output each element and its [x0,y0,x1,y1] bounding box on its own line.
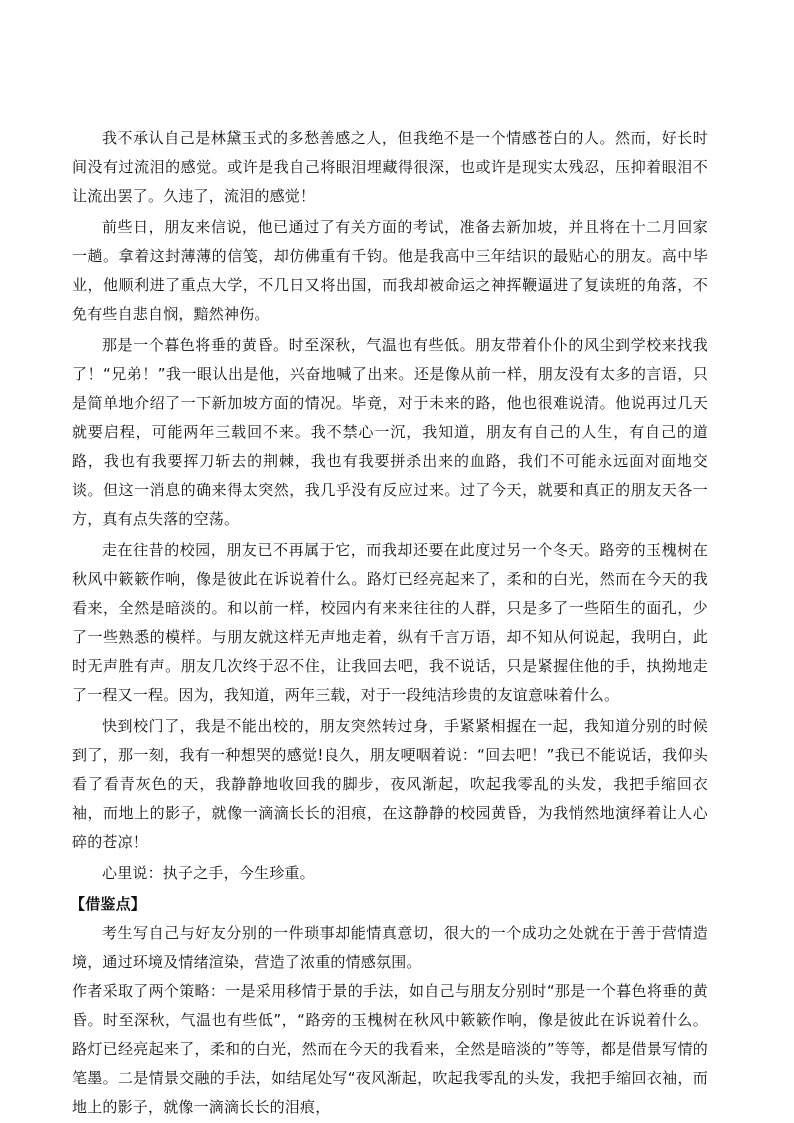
article-paragraph-5: 快到校门了，我是不能出校的，朋友突然转过身，手紧紧相握在一起，我知道分别的时候到了，那一刻，我有一种想哭的感觉!良久，朋友哽咽着说：“回去吧！”我已不能说话，我仰头看了看青灰色的天，我静静地收回我的脚步，夜风渐起，吹起我零乱的头发，我把手缩回衣袖，而地上的影子，就像一滴滴长长的泪痕，在这静静的校园黄昏，为我悄然地演绎着让人心碎的苍凉！ [72,717,708,851]
commentary-paragraph-1: 考生写自己与好友分别的一件琐事却能情真意切，很大的一个成功之处就在于善于营情造境，通过环境及情绪渲染，营造了浓重的情感氛围。 [72,924,708,971]
article-paragraph-1: 我不承认自己是林黛玉式的多愁善感之人，但我绝不是一个情感苍白的人。然而，好长时间没有过流泪的感觉。或许是我自己将眼泪埋藏得很深，也或许是现实太残忍，压抑着眼泪不让流出罢了。久违了，流泪的感觉！ [72,129,708,205]
article-paragraph-4: 走在往昔的校园，朋友已不再属于它，而我却还要在此度过另一个冬天。路旁的玉槐树在秋风中簌簌作响，像是彼此在诉说着什么。路灯已经亮起来了，柔和的白光，然而在今天的我看来，全然是暗淡的。和以前一样，校园内有来来往往的人群，只是多了一些陌生的面孔，少了一些熟悉的模样。与朋友就这样无声地走着，纵有千言万语，却不知从何说起，我明白，此时无声胜有声。朋友几次终于忍不住，让我回去吧，我不说话，只是紧握住他的手，执拗地走了一程又一程。因为，我知道，两年三载，对于一段纯洁珍贵的友谊意味着什么。 [72,541,708,704]
commentary-paragraph-2: 作者采取了两个策略：一是采用移情于景的手法，如自己与朋友分别时“那是一个暮色将垂的黄昏。时至深秋，气温也有些低”，“路旁的玉槐树在秋风中簌簌作响，像是彼此在诉说着什么。路灯已经亮起来了，柔和的白光，然而在今天的我看来，全然是暗淡的”等等，都是借景写情的笔墨。二是情景交融的手法，如结尾处写“夜风渐起，吹起我零乱的头发，我把手缩回衣袖，而地上的影子，就像一滴滴长长的泪痕， [72,982,708,1116]
article-paragraph-6: 心里说：执子之手，今生珍重。 [102,864,315,882]
article-paragraph-3: 那是一个暮色将垂的黄昏。时至深秋，气温也有些低。朋友带着仆仆的风尘到学校来找我了！“兄弟！”我一眼认出是他，兴奋地喊了出来。还是像从前一样，朋友没有太多的言语，只是简单地介绍了一下新加坡方面的情况。毕竟，对于未来的路，他也很难说清。他说再过几天就要启程，可能两年三载回不来。我不禁心一沉，我知道，朋友有自己的人生，有自己的道路，我也有我要挥刀斩去的荆棘，我也有我要拼杀出来的血路，我们不可能永远面对面地交谈。但这一消息的确来得太突然，我几乎没有反应过来。过了今天，就要和真正的朋友天各一方，真有点失落的空荡。 [72,336,708,528]
commentary-heading: 【借鉴点】 [70,895,147,913]
article-paragraph-2: 前些日，朋友来信说，他已通过了有关方面的考试，准备去新加坡，并且将在十二月回家一趟。拿着这封薄薄的信笺，却仿佛重有千钧。他是我高中三年结识的最贴心的朋友。高中毕业，他顺利进了重点大学，不几日又将出国，而我却被命运之神挥鞭逼进了复读班的角落，不免有些自悲自悯，黯然神伤。 [72,218,708,323]
